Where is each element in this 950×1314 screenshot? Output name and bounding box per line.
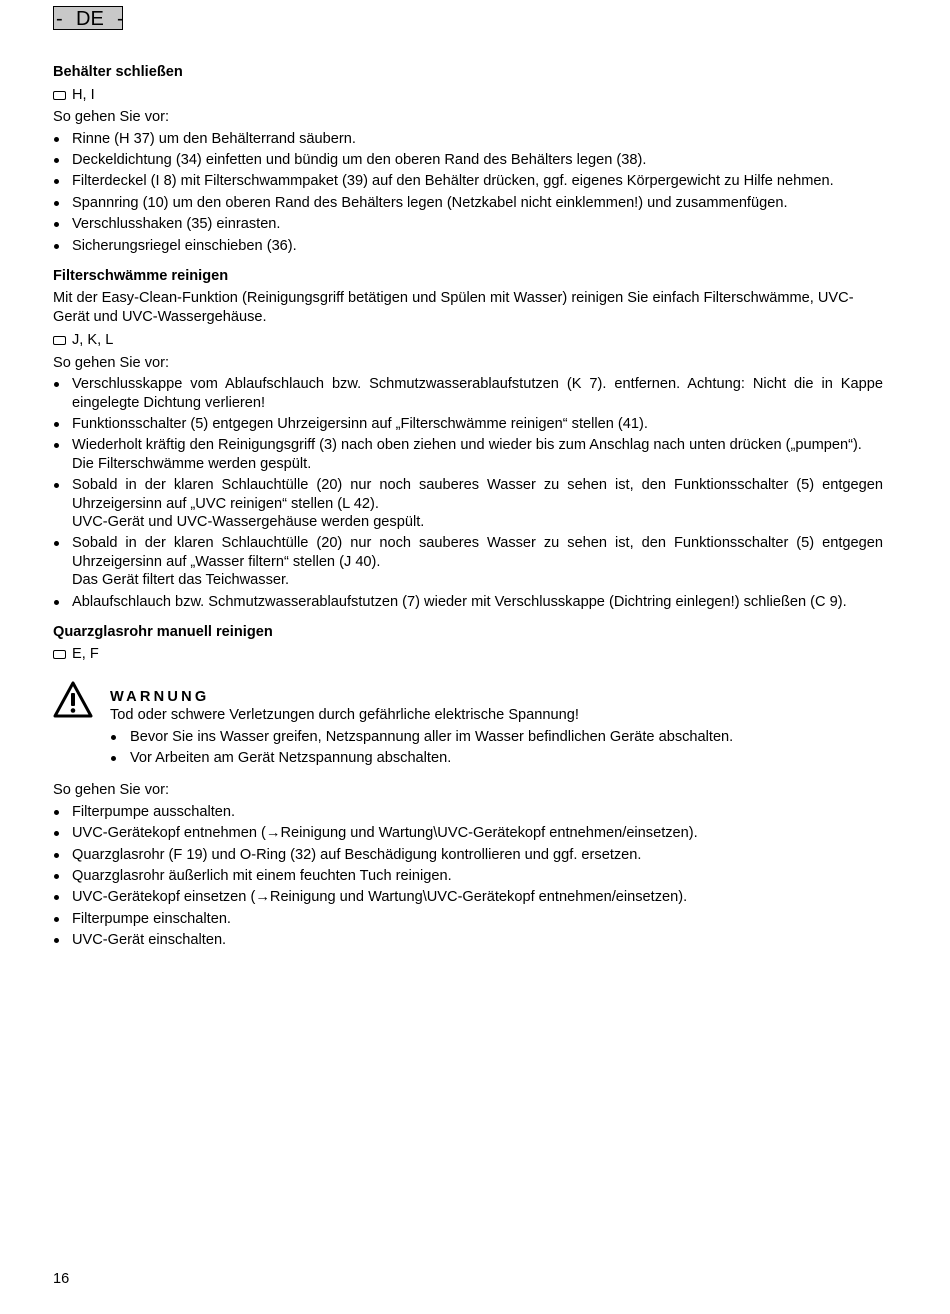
list-item-text: Sobald in der klaren Schlauchtülle (20) nur noch sauberes Wasser zu sehen ist, den Funktionsschalter (5) entgegen Uhrzeigersinn auf „UVC reinigen“ stellen (L 42). [72, 477, 883, 512]
language-tag [53, 6, 123, 30]
list-item-result: UVC-Gerät und UVC-Wassergehäuse werden gespült. [72, 513, 425, 530]
list-item: Filterdeckel (I 8) mit Filterschwammpaket (39) auf den Behälter drücken, ggf. eigenes Körpergewicht zu Hilfe nehmen. [53, 172, 883, 190]
list-item [53, 375, 883, 412]
figure-reference [53, 331, 883, 349]
list-item: Bevor Sie ins Wasser greifen, Netzspannung aller im Wasser befindlichen Geräte abschalten. [110, 728, 883, 746]
list-item-result: Die Filterschwämme werden gespült. [72, 455, 312, 472]
warning-title: WARNUNG [110, 688, 210, 705]
list-item: Quarzglasrohr äußerlich mit einem feuchten Tuch reinigen. [53, 867, 883, 885]
section-intro: Mit der Easy-Clean-Funktion (Reinigungsgriff betätigen und Spülen mit Wasser) reinigen Sie einfach Filterschwämme, UVC-Gerät und UVC-Wassergehäuse. [53, 290, 854, 325]
section-behaelter-schliessen [53, 63, 883, 255]
figure-reference-label: H, I [72, 86, 95, 103]
step-list [53, 803, 883, 950]
list-item-text: Ablaufschlauch bzw. Schmutzwasserablaufstutzen (7) wieder mit Verschlusskappe (Dichtring einlegen!) schließen (C 9). [72, 593, 847, 610]
list-item: Filterpumpe ausschalten. [53, 803, 883, 821]
section-heading: Behälter schließen [53, 64, 183, 81]
howto-label: So gehen Sie vor: [53, 354, 170, 371]
figure-reference-label: J, K, L [72, 332, 114, 349]
book-icon [53, 650, 66, 659]
book-icon [53, 91, 66, 100]
warning-box [53, 688, 883, 768]
list-item: Verschlusshaken (35) einrasten. [53, 215, 883, 233]
language-tag-dash-right: - [117, 8, 124, 30]
howto-label: So gehen Sie vor: [53, 109, 170, 126]
list-item-text: Funktionsschalter (5) entgegen Uhrzeigersinn auf „Filterschwämme reinigen“ stellen (41). [72, 415, 648, 432]
list-item: Deckeldichtung (34) einfetten und bündig um den oberen Rand des Behälters legen (38). [53, 151, 883, 169]
section-quarzglasrohr-reinigen [53, 623, 883, 950]
book-icon [53, 336, 66, 345]
list-item: UVC-Gerätekopf einsetzen (→Reinigung und Wartung\UVC-Gerätekopf entnehmen/einsetzen). [53, 888, 883, 906]
step-list [53, 375, 883, 611]
list-item-text: Verschlusskappe vom Ablaufschlauch bzw. Schmutzwasserablaufstutzen (K 7). entfernen. Achtung: Nicht die in Kappe eingelegte Dichtung verlieren! [72, 376, 883, 411]
list-item [53, 593, 883, 611]
list-item: Spannring (10) um den oberen Rand des Behälters legen (Netzkabel nicht einklemmen!) und zusammenfügen. [53, 194, 883, 212]
list-item: Rinne (H 37) um den Behälterrand säubern. [53, 130, 883, 148]
section-filterschwaemme-reinigen [53, 267, 883, 611]
list-item: Quarzglasrohr (F 19) und O-Ring (32) auf Beschädigung kontrollieren und ggf. ersetzen. [53, 846, 883, 864]
list-item [53, 415, 883, 433]
step-list [53, 130, 883, 255]
language-tag-dash-left: - [56, 8, 63, 30]
warning-list [110, 728, 883, 768]
figure-reference [53, 86, 883, 104]
warning-triangle-icon [53, 681, 93, 719]
section-heading: Filterschwämme reinigen [53, 268, 229, 285]
list-item: Filterpumpe einschalten. [53, 910, 883, 928]
list-item [53, 534, 883, 589]
language-tag-code: DE [76, 8, 104, 30]
list-item [53, 436, 883, 473]
list-item-text: Wiederholt kräftig den Reinigungsgriff (3) nach oben ziehen und wieder bis zum Anschlag nach unten drücken („pumpen“). [72, 437, 862, 454]
page-number: 16 [53, 1271, 70, 1287]
warning-text: Tod oder schwere Verletzungen durch gefährliche elektrische Spannung! [110, 707, 579, 724]
list-item-text: Sobald in der klaren Schlauchtülle (20) nur noch sauberes Wasser zu sehen ist, den Funktionsschalter (5) entgegen Uhrzeigersinn auf „Wasser filtern“ stellen (J 40). [72, 535, 883, 570]
document-page [53, 6, 883, 953]
list-item: Vor Arbeiten am Gerät Netzspannung abschalten. [110, 749, 883, 767]
figure-reference-label: E, F [72, 646, 99, 663]
list-item-result: Das Gerät filtert das Teichwasser. [72, 572, 290, 589]
list-item: Sicherungsriegel einschieben (36). [53, 237, 883, 255]
figure-reference [53, 645, 883, 663]
section-heading: Quarzglasrohr manuell reinigen [53, 623, 273, 640]
howto-label: So gehen Sie vor: [53, 782, 170, 799]
list-item: UVC-Gerät einschalten. [53, 931, 883, 949]
list-item [53, 476, 883, 531]
list-item: UVC-Gerätekopf entnehmen (→Reinigung und Wartung\UVC-Gerätekopf entnehmen/einsetzen). [53, 824, 883, 842]
